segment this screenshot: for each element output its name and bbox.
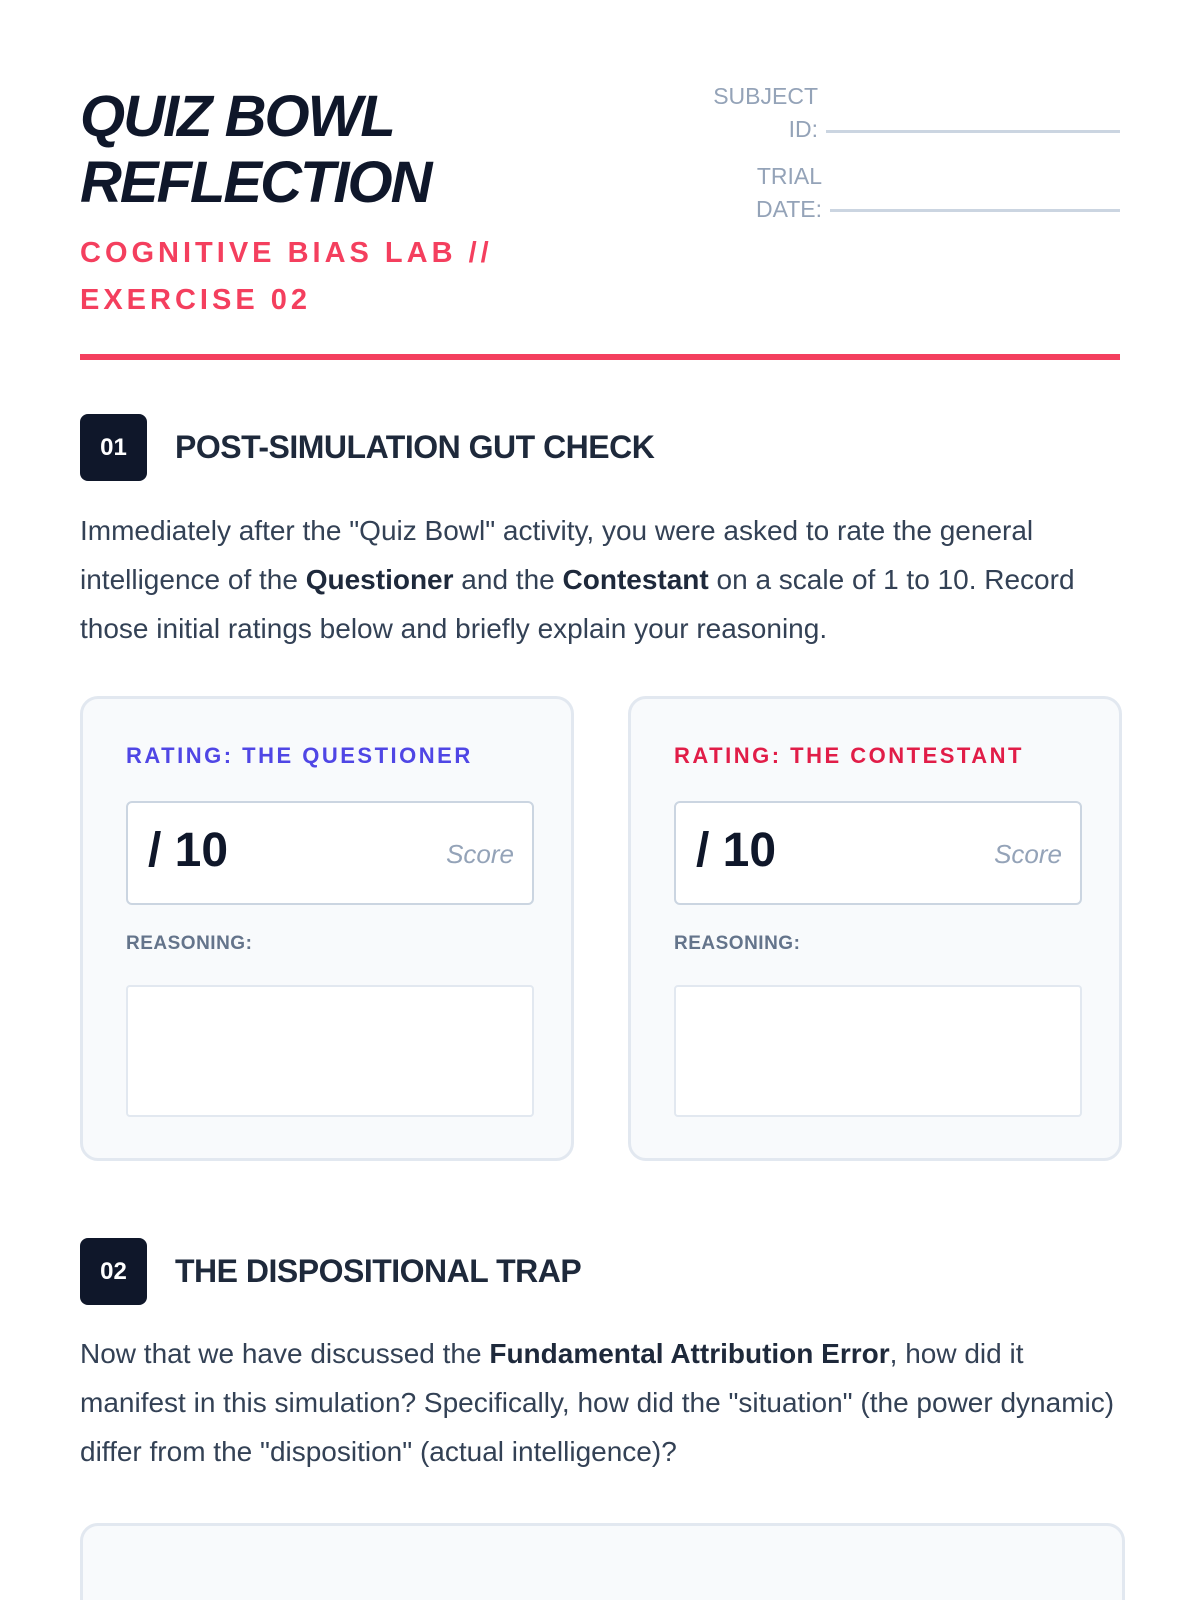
- trial-date-label: TRIAL DATE:: [755, 163, 822, 222]
- page-subtitle: COGNITIVE BIAS LAB // EXERCISE 02: [80, 237, 493, 316]
- contestant-rating-card: [628, 696, 1122, 1161]
- section-2-header: [80, 1238, 581, 1305]
- instructions-text: , how did it manifest in this simulation? Specifically, how did the "situation" (the power dynamic) differ from the "disposition" (actual intelligence)?: [80, 1338, 1115, 1467]
- instructions-bold-term: Fundamental Attribution Error: [489, 1338, 890, 1369]
- title-block: [80, 84, 680, 324]
- title-line-1: QUIZ BOWL: [80, 84, 394, 149]
- section-2-response-field[interactable]: [80, 1523, 1125, 1600]
- subject-id-label: SUBJECT ID:: [713, 83, 818, 142]
- contestant-score-placeholder: Score: [994, 839, 1062, 869]
- questioner-score-value: / 10: [148, 824, 229, 877]
- trial-date-field[interactable]: [830, 209, 1120, 212]
- questioner-rating-card: [80, 696, 574, 1161]
- subject-id-field[interactable]: [826, 130, 1120, 133]
- questioner-score-placeholder: Score: [446, 839, 514, 869]
- section-2-number-badge: 02: [80, 1238, 147, 1305]
- instructions-text: Immediately after the "Quiz Bowl" activity, you were asked to rate the general intelligence of the: [80, 515, 1034, 595]
- section-1-number-badge: 01: [80, 414, 147, 481]
- meta-fields: [700, 80, 1120, 240]
- contestant-reasoning-label: REASONING:: [674, 933, 801, 954]
- instructions-text: on a scale of 1 to 10. Record those initial ratings below and briefly explain your reasoning.: [80, 564, 1075, 644]
- subject-id-row: [700, 80, 1120, 160]
- instructions-text: and the: [453, 564, 563, 595]
- contestant-score-value: / 10: [696, 824, 777, 877]
- contestant-reasoning-field[interactable]: [674, 985, 1082, 1117]
- instructions-bold-questioner: Questioner: [305, 564, 454, 595]
- section-1-instructions: [80, 506, 1125, 653]
- section-2-title: THE DISPOSITIONAL TRAP: [175, 1253, 582, 1289]
- questioner-rating-label: RATING: THE QUESTIONER: [126, 743, 473, 768]
- questioner-reasoning-label: REASONING:: [126, 933, 253, 954]
- section-1-header: [80, 414, 654, 481]
- title-line-2: REFLECTION: [80, 150, 431, 215]
- page-title: [80, 84, 680, 216]
- questioner-score-field[interactable]: [126, 801, 534, 905]
- instructions-bold-contestant: Contestant: [562, 564, 709, 595]
- trial-date-row: [700, 160, 1120, 240]
- section-1-title: POST-SIMULATION GUT CHECK: [175, 429, 655, 465]
- header-divider: [80, 354, 1120, 360]
- contestant-rating-label: RATING: THE CONTESTANT: [674, 743, 1024, 768]
- instructions-text: Now that we have discussed the: [80, 1338, 490, 1369]
- contestant-score-field[interactable]: [674, 801, 1082, 905]
- section-2-instructions: [80, 1329, 1125, 1476]
- questioner-reasoning-field[interactable]: [126, 985, 534, 1117]
